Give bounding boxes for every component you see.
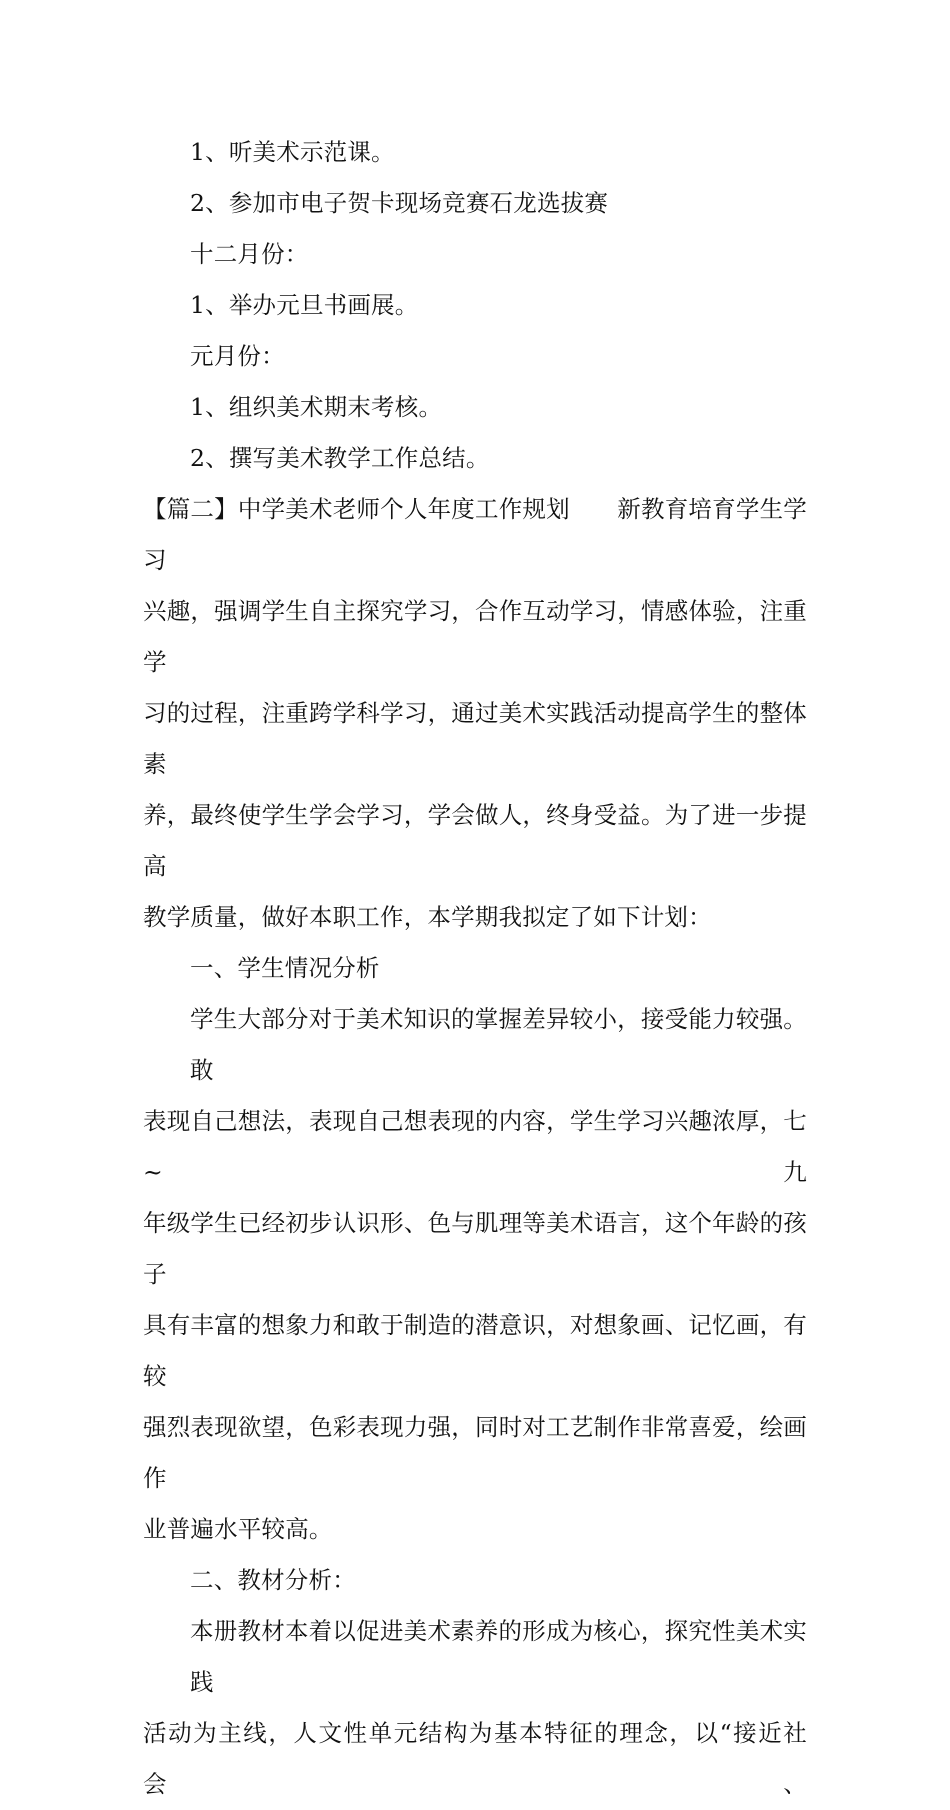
list-item: 2、参加市电子贺卡现场竞赛石龙选拔赛: [190, 189, 609, 217]
paragraph-line: 业普遍水平较高。: [143, 1515, 333, 1543]
paragraph-line: 兴趣，强调学生自主探究学习，合作互动学习，情感体验，注重学: [143, 597, 807, 676]
paragraph-line: 强烈表现欲望，色彩表现力强，同时对工艺制作非常喜爱，绘画作: [143, 1413, 807, 1492]
section-heading: 一、学生情况分析: [190, 954, 380, 982]
list-item: 1、组织美术期末考核。: [190, 393, 443, 421]
section-heading: 元月份：: [190, 342, 285, 370]
paragraph-line: 表现自己想法，表现自己想表现的内容，学生学习兴趣浓厚，七~九: [143, 1107, 807, 1186]
paragraph-line: 活动为主线，人文性单元结构为基本特征的理念，以“接近社会、: [143, 1719, 807, 1798]
paragraph-line: 年级学生已经初步认识形、色与肌理等美术语言，这个年龄的孩子: [143, 1209, 807, 1288]
section-heading: 十二月份：: [190, 240, 309, 268]
paragraph-line: 习的过程，注重跨学科学习，通过美术实践活动提高学生的整体素: [143, 699, 807, 778]
paragraph-line: 本册教材本着以促进美术素养的形成为核心，探究性美术实践: [190, 1617, 807, 1696]
list-item: 2、撰写美术教学工作总结。: [190, 444, 490, 472]
document-body: [143, 127, 807, 1810]
paragraph-line: 养，最终使学生学会学习，学会做人，终身受益。为了进一步提高: [143, 801, 807, 880]
paragraph-line: 【篇二】中学美术老师个人年度工作规划 新教育培育学生学习: [143, 495, 807, 574]
section-heading: 二、教材分析：: [190, 1566, 356, 1594]
paragraph-line: 具有丰富的想象力和敢于制造的潜意识，对想象画、记忆画，有较: [143, 1311, 807, 1390]
paragraph-line: 教学质量，做好本职工作，本学期我拟定了如下计划：: [143, 903, 712, 931]
list-item: 1、听美术示范课。: [190, 138, 395, 166]
paragraph-line: 学生大部分对于美术知识的掌握差异较小，接受能力较强。敢: [190, 1005, 807, 1084]
list-item: 1、举办元旦书画展。: [190, 291, 419, 319]
